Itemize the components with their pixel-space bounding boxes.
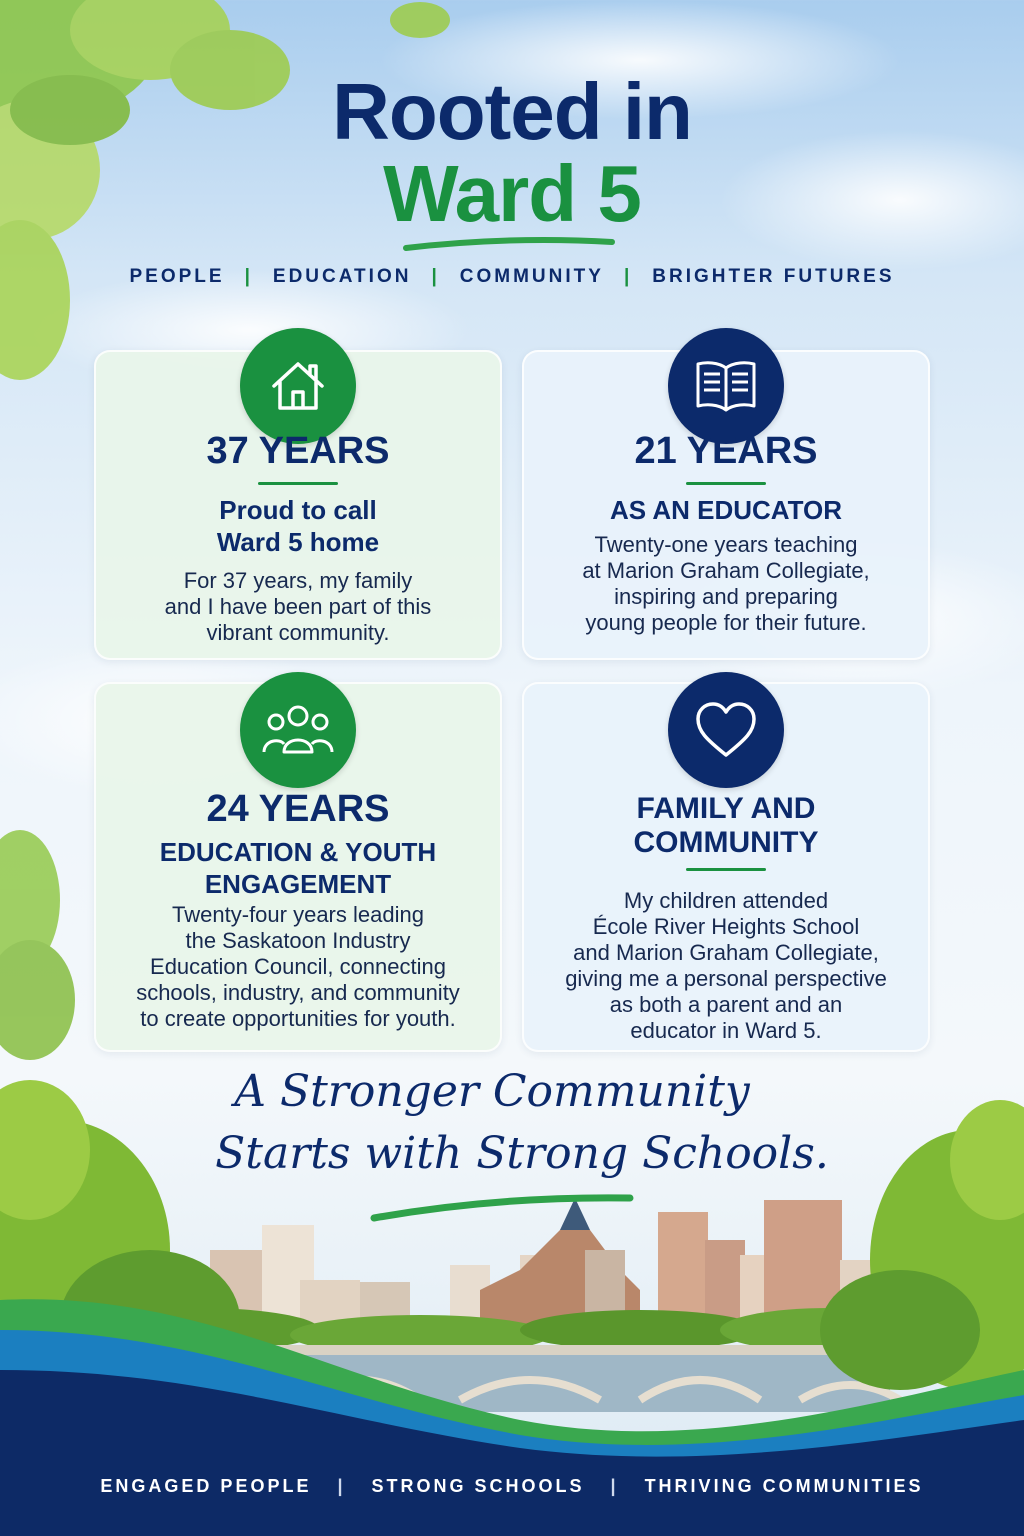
- title-underline: [400, 232, 620, 256]
- card-subtitle-line: AS AN EDUCATOR: [609, 495, 843, 525]
- card-years: 21 YEARS: [634, 430, 818, 472]
- card-description-line: and Marion Graham Collegiate,: [573, 940, 879, 965]
- card-description: [524, 532, 928, 636]
- card-description-line: the Saskatoon Industry: [185, 928, 411, 953]
- card-title-line: FAMILY AND: [636, 792, 816, 825]
- card-description-line: inspiring and preparing: [614, 584, 838, 609]
- card-divider: [258, 482, 338, 485]
- card-years: 24 YEARS: [206, 788, 390, 830]
- card-description-line: as both a parent and an: [609, 992, 843, 1017]
- tagline: [0, 266, 1024, 288]
- slogan-line-2: Starts with Strong Schools.: [215, 1128, 829, 1179]
- people-group-icon: [240, 672, 356, 788]
- tagline-item: COMMUNITY: [459, 266, 604, 287]
- card-title: [524, 792, 928, 860]
- title-line-1: Rooted in: [332, 67, 692, 156]
- heart-icon: [668, 672, 784, 788]
- footer-tagline: [0, 1476, 1024, 1497]
- card-description-line: Twenty-four years leading: [172, 902, 424, 927]
- tagline-separator: |: [244, 266, 253, 287]
- card-description-line: giving me a personal perspective: [565, 966, 887, 991]
- card-description-line: Twenty-one years teaching: [594, 532, 858, 557]
- tagline-separator: |: [623, 266, 633, 287]
- card-years: 37 YEARS: [206, 430, 390, 472]
- slogan-line-1: A Stronger Community: [234, 1066, 750, 1117]
- card-description: [524, 888, 928, 1044]
- card-family-community: [522, 682, 930, 1052]
- card-description-line: at Marion Graham Collegiate,: [582, 558, 870, 583]
- card-divider: [686, 482, 766, 485]
- footer-item: ENGAGED PEOPLE: [100, 1476, 312, 1496]
- card-description-line: vibrant community.: [206, 620, 390, 645]
- card-description-line: École River Heights School: [592, 914, 860, 939]
- card-37-years: [94, 350, 502, 660]
- tagline-separator: |: [431, 266, 440, 287]
- card-description-line: and I have been part of this: [164, 594, 432, 619]
- card-24-years: [94, 682, 502, 1052]
- card-description-line: schools, industry, and community: [136, 980, 460, 1005]
- card-subtitle: [96, 836, 500, 900]
- foliage-left: [0, 830, 75, 1060]
- card-divider: [686, 868, 766, 871]
- tagline-item: PEOPLE: [129, 266, 225, 287]
- open-book-icon: [668, 328, 784, 444]
- card-description-line: educator in Ward 5.: [630, 1018, 822, 1043]
- card-description-line: to create opportunities for youth.: [140, 1006, 456, 1031]
- slogan-underline: [368, 1192, 638, 1226]
- footer-separator: |: [610, 1476, 619, 1496]
- card-subtitle-line: EDUCATION & YOUTH: [159, 837, 437, 867]
- title-line-2: Ward 5: [383, 149, 641, 238]
- card-description-line: For 37 years, my family: [183, 568, 413, 593]
- footer-item: STRONG SCHOOLS: [371, 1476, 585, 1496]
- tagline-item: EDUCATION: [272, 266, 412, 287]
- card-description: [96, 568, 500, 646]
- card-description-line: My children attended: [623, 888, 829, 913]
- footer-separator: |: [337, 1476, 346, 1496]
- card-title-line: COMMUNITY: [633, 826, 819, 859]
- footer-item: THRIVING COMMUNITIES: [644, 1476, 924, 1496]
- house-icon: [240, 328, 356, 444]
- card-subtitle-line: ENGAGEMENT: [204, 869, 392, 899]
- card-subtitle-line: Ward 5 home: [216, 527, 380, 557]
- card-21-years: [522, 350, 930, 660]
- card-subtitle: [96, 494, 500, 558]
- tagline-item: BRIGHTER FUTURES: [652, 266, 895, 287]
- card-description-line: young people for their future.: [585, 610, 867, 635]
- card-subtitle: [524, 494, 928, 526]
- card-description: [96, 902, 500, 1032]
- card-description-line: Education Council, connecting: [150, 954, 446, 979]
- card-subtitle-line: Proud to call: [219, 495, 377, 525]
